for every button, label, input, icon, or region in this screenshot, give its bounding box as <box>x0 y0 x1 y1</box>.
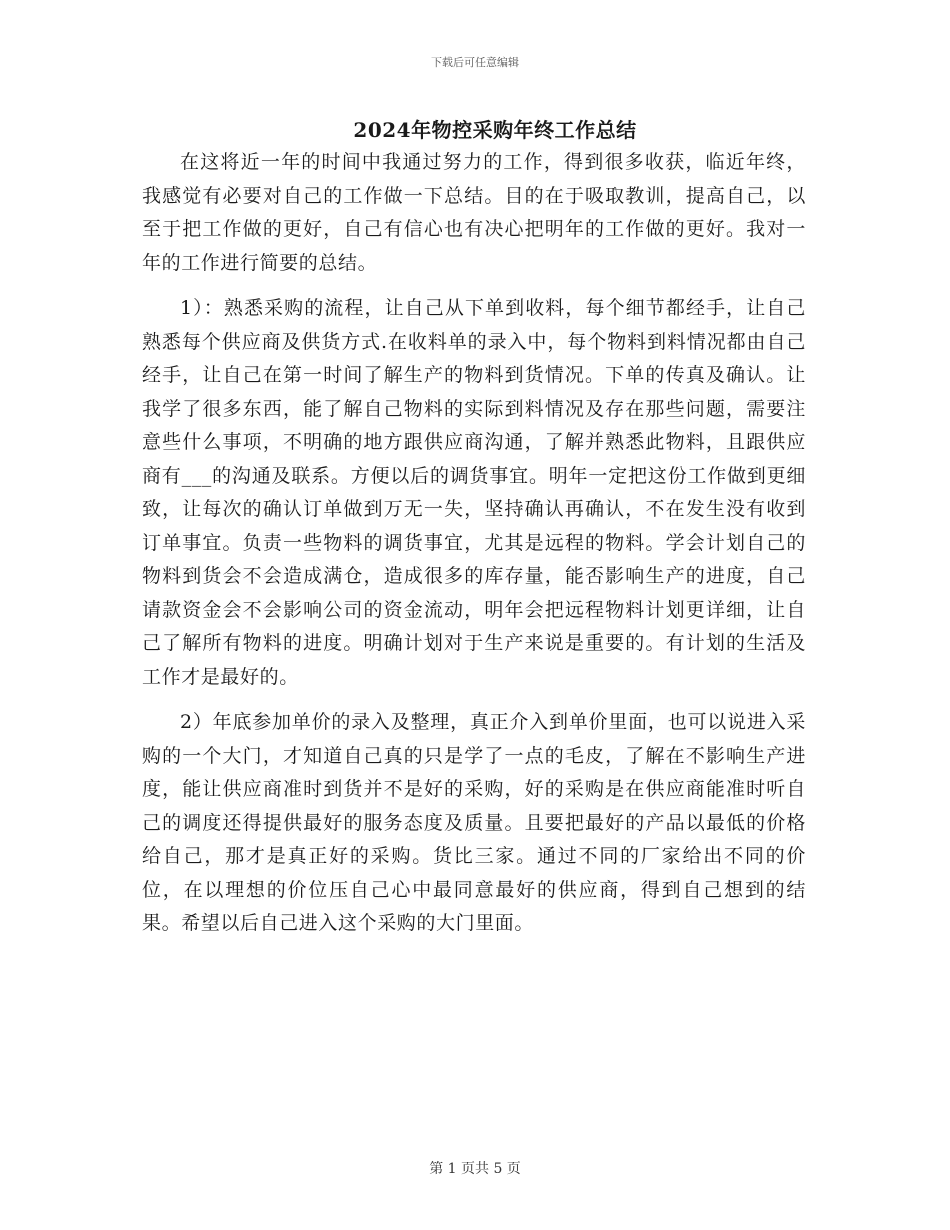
header-note: 下载后可任意编辑 <box>431 56 519 69</box>
paragraph-point-1: 1）：熟悉采购的流程，让自己从下单到收料，每个细节都经手，让自己熟悉每个供应商及供货方式.在收料单的录入中，每个物料到料情况都由自己经手，让自己在第一时间了解生产的物料到货情况。下单的传真及确认。让我学了很多东西，能了解自己物料的实际到料情况及存在那些问题，需要注意些什么事项，不明确的地方跟供应商沟通，了解并熟悉此物料，且跟供应商有___的沟通及联系。方便以后的调货事宜。明年一定把这份工作做到更细致，让每次的确认订单做到万无一失，坚持确认再确认，不在发生没有收到订单事宜。负责一些物料的调货事宜，尤其是远程的物料。学会计划自己的物料到货会不会造成满仓，造成很多的库存量，能否影响生产的进度，自己请款资金会不会影响公司的资金流动，明年会把远程物料计划更详细，让自己了解所有物料的进度。明确计划对于生产来说是重要的。有计划的生活及工作才是最好的。 <box>142 297 806 688</box>
document-title: 2024年物控采购年终工作总结 <box>353 118 637 142</box>
paragraph-point-2: 2）年底参加单价的录入及整理，真正介入到单价里面，也可以说进入采购的一个大门，才知道自己真的只是学了一点的毛皮，了解在不影响生产进度，能让供应商准时到货并不是好的采购，好的采购是在供应商能准时听自己的调度还得提供最好的服务态度及质量。且要把最好的产品以最低的价格给自己，那才是真正好的采购。货比三家。通过不同的厂家给出不同的价位，在以理想的价位压自己心中最同意最好的供应商，得到自己想到的结果。希望以后自己进入这个采购的大门里面。 <box>142 711 806 934</box>
document-body <box>142 146 806 953</box>
paragraph-intro: 在这将近一年的时间中我通过努力的工作，得到很多收获，临近年终，我感觉有必要对自己的工作做一下总结。目的在于吸取教训，提高自己，以至于把工作做的更好，自己有信心也有决心把明年的工作做的更好。我对一年的工作进行简要的总结。 <box>142 151 806 274</box>
page-footer: 第 1 页共 5 页 <box>429 1161 521 1177</box>
